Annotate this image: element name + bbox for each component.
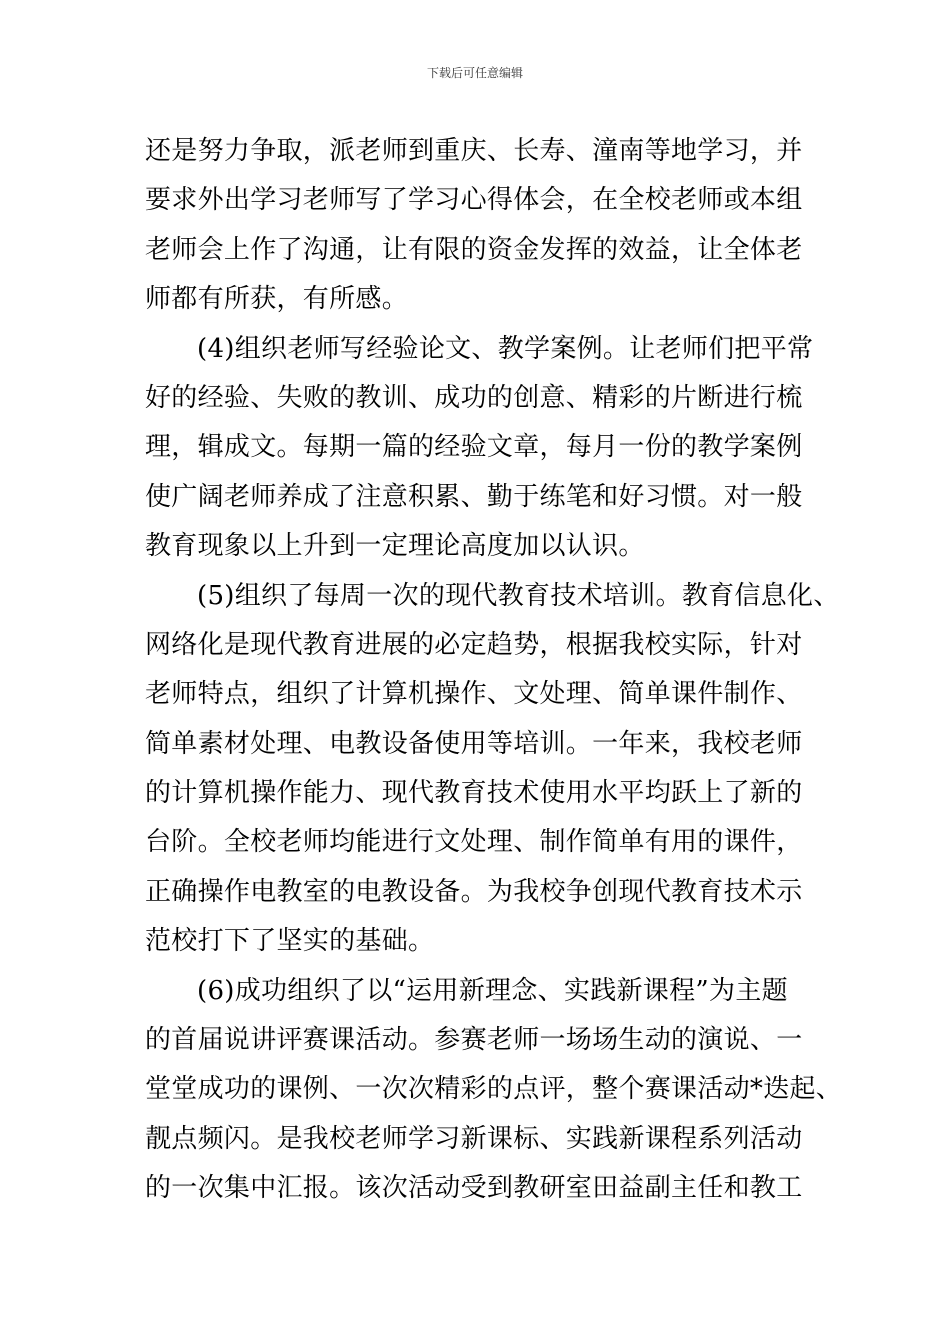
text-line: 还是努力争取，派老师到重庆、长寿、潼南等地学习，并 [145,136,803,166]
text-line: 正确操作电教室的电教设备。为我校争创现代教育技术示 [145,876,803,907]
text-line: 堂堂成功的课例、一次次精彩的点评，整个赛课活动*迭起、 [145,1074,843,1105]
text-line: 教育现象以上升到一定理论高度加以认识。 [145,531,645,562]
text-line: 靓点频闪。是我校老师学习新课标、实践新课程系列活动 [145,1123,803,1154]
text-line: 范校打下了坚实的基础。 [145,926,435,957]
paragraph-start-line: (4)组织老师写经验论文、教学案例。让老师们把平常 [197,333,814,364]
document-body [145,127,843,1214]
page-header: 下载后可任意编辑 [426,66,523,80]
text-line: 的计算机操作能力、现代教育技术使用水平均跃上了新的 [145,778,803,809]
paragraph-start-line: (5)组织了每周一次的现代教育技术培训。教育信息化、 [197,580,840,611]
text-line: 老师会上作了沟通，让有限的资金发挥的效益，让全体老 [145,234,803,265]
text-line: 网络化是现代教育进展的必定趋势，根据我校实际，针对 [145,629,803,660]
text-line: 的一次集中汇报。该次活动受到教研室田益副主任和教工 [145,1173,803,1204]
text-line: 简单素材处理、电教设备使用等培训。一年来，我校老师 [145,728,803,759]
text-line: 师都有所获，有所感。 [145,284,409,315]
text-line: 的首届说讲评赛课活动。参赛老师一场场生动的演说、一 [145,1025,803,1056]
text-line: 老师特点，组织了计算机操作、文处理、简单课件制作、 [145,679,803,710]
text-line: 好的经验、失败的教训、成功的创意、精彩的片断进行梳 [145,382,803,413]
paragraph-start-line: (6)成功组织了以“运用新理念、实践新课程”为主题 [197,975,788,1006]
text-line: 理，辑成文。每期一篇的经验文章，每月一份的教学案例 [145,432,803,463]
text-line: 使广阔老师养成了注意积累、勤于练笔和好习惯。对一般 [145,481,803,512]
text-line: 要求外出学习老师写了学习心得体会，在全校老师或本组 [145,185,803,216]
text-line: 台阶。全校老师均能进行文处理、制作简单有用的课件， [145,827,803,858]
